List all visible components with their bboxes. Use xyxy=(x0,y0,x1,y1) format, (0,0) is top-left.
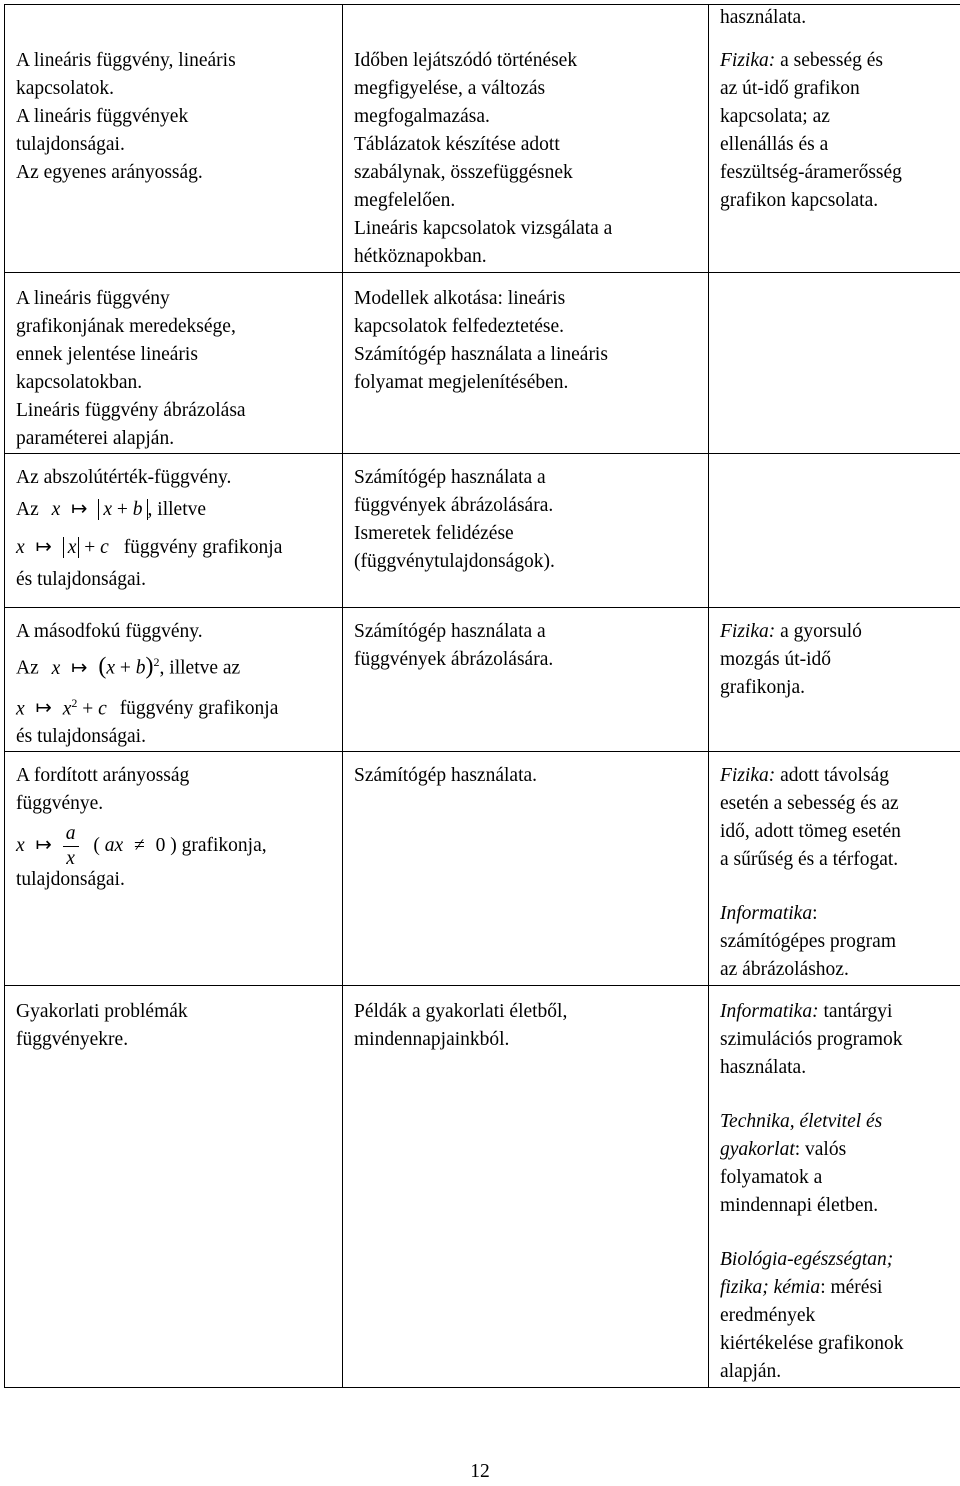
fraction xyxy=(63,822,79,871)
table-row xyxy=(5,986,960,1388)
text-line: Időben lejátszódó történések xyxy=(354,47,700,75)
text-line: Gyakorlati problémák xyxy=(16,998,334,1026)
mapsto-symbol: ↦ xyxy=(36,835,52,856)
link-cell xyxy=(709,608,960,752)
spacer xyxy=(720,1082,952,1108)
text-line xyxy=(720,1274,952,1302)
text-line: A fordított arányosság xyxy=(16,762,334,790)
plus-symbol: + xyxy=(82,698,93,719)
subject-label: fizika; kémia xyxy=(720,1277,820,1298)
link-cell xyxy=(709,454,960,608)
text-line: Számítógép használata. xyxy=(354,762,700,790)
text-line: Példák a gyakorlati életből, xyxy=(354,998,700,1026)
text-line: folyamat megjelenítésében. xyxy=(354,369,700,397)
text-fragment: Az xyxy=(16,658,39,679)
mapsto-symbol: ↦ xyxy=(36,537,52,558)
math-var: x xyxy=(16,698,25,719)
text-line: tulajdonságai. xyxy=(16,866,334,894)
formula-line xyxy=(16,689,334,724)
text-fragment: a gyorsuló xyxy=(775,621,862,642)
paren-left: ( xyxy=(98,654,106,680)
text-fragment: a sebesség és xyxy=(775,50,883,71)
text-line xyxy=(720,1136,952,1164)
text-line: Lineáris függvény ábrázolása xyxy=(16,397,334,425)
text-line: Táblázatok készítése adott xyxy=(354,131,700,159)
activity-cell xyxy=(343,454,709,608)
activity-cell xyxy=(343,273,709,454)
text-line: hétköznapokban. xyxy=(354,243,700,271)
math-var: x xyxy=(106,658,115,679)
math-number: 0 xyxy=(156,835,166,856)
topic-cell xyxy=(5,5,343,273)
text-line: és tulajdonságai. xyxy=(16,723,334,751)
subject-label: Technika, életvitel és xyxy=(720,1108,952,1136)
text-line: ennek jelentése lineáris xyxy=(16,341,334,369)
text-line: az út-idő grafikon xyxy=(720,75,952,103)
paren-right: ) xyxy=(146,654,154,680)
subject-label: Informatika: xyxy=(720,1001,819,1022)
math-var: c xyxy=(100,537,109,558)
neq-symbol: ≠ xyxy=(134,835,145,856)
text-line: függvényekre. xyxy=(16,1026,334,1054)
text-fragment: Az xyxy=(16,499,39,520)
text-line: A lineáris függvény xyxy=(16,285,334,313)
topic-cell xyxy=(5,986,343,1388)
text-line: A lineáris függvények xyxy=(16,103,334,131)
text-line: ellenállás és a xyxy=(720,131,952,159)
page-number: 12 xyxy=(0,1458,960,1486)
text-fragment: : valós xyxy=(795,1139,846,1160)
text-line: tulajdonságai. xyxy=(16,131,334,159)
math-var: ax xyxy=(105,835,123,856)
topic-cell xyxy=(5,752,343,986)
subject-label: Fizika: xyxy=(720,621,775,642)
text-fragment: , illetve az xyxy=(160,658,241,679)
text-line: Lineáris kapcsolatok vizsgálata a xyxy=(354,215,700,243)
text-line: számítógépes program xyxy=(720,928,952,956)
text-line: kapcsolatok felfedeztetése. xyxy=(354,313,700,341)
text-fragment: függvény grafikonja xyxy=(120,698,279,719)
text-line: Számítógép használata a xyxy=(354,618,700,646)
activity-cell xyxy=(343,608,709,752)
text-fragment: : xyxy=(812,903,817,924)
activity-cell xyxy=(343,986,709,1388)
text-line: Ismeretek felidézése xyxy=(354,520,700,548)
text-line: A másodfokú függvény. xyxy=(16,618,334,646)
text-line: alapján. xyxy=(720,1358,952,1386)
text-line: Az abszolútérték-függvény. xyxy=(16,464,334,492)
text-line: mozgás út-idő xyxy=(720,646,952,674)
text-line xyxy=(720,900,952,928)
text-line xyxy=(720,47,952,75)
text-line: kapcsolata; az xyxy=(720,103,952,131)
text-line: eredmények xyxy=(720,1302,952,1330)
link-cell xyxy=(709,273,960,454)
text-line: Számítógép használata a xyxy=(354,464,700,492)
spacer xyxy=(720,1220,952,1246)
subject-label: Fizika: xyxy=(720,765,775,786)
text-line: megfogalmazása. xyxy=(354,103,700,131)
formula-line xyxy=(16,648,334,683)
text-line: a sűrűség és a térfogat. xyxy=(720,846,952,874)
text-line xyxy=(720,618,952,646)
text-line: megfigyelése, a változás xyxy=(354,75,700,103)
table-row xyxy=(5,608,960,752)
activity-cell xyxy=(343,752,709,986)
activity-cell xyxy=(343,5,709,273)
exponent: 2 xyxy=(71,696,77,710)
paren-left: ( xyxy=(93,835,100,856)
subject-label: Informatika xyxy=(720,903,812,924)
text-fragment: ) grafikonja, xyxy=(170,835,266,856)
mapsto-symbol: ↦ xyxy=(36,698,52,719)
fraction-numerator: a xyxy=(63,822,79,847)
carryover-text: használata. xyxy=(720,5,806,31)
text-line xyxy=(720,998,952,1026)
text-line: kapcsolatokban. xyxy=(16,369,334,397)
text-line: függvénye. xyxy=(16,790,334,818)
text-line: mindennapjainkból. xyxy=(354,1026,700,1054)
text-line: paraméterei alapján. xyxy=(16,425,334,453)
text-line: az ábrázoláshoz. xyxy=(720,956,952,984)
formula-line xyxy=(16,496,334,524)
math-var: x xyxy=(16,835,25,856)
text-line: szimulációs programok xyxy=(720,1026,952,1054)
text-fragment: függvény grafikonja xyxy=(124,537,283,558)
plus-symbol: + xyxy=(84,537,95,558)
text-line: mindennapi életben. xyxy=(720,1192,952,1220)
text-line: folyamatok a xyxy=(720,1164,952,1192)
absolute-value xyxy=(63,537,80,558)
text-line: kiértékelése grafikonok xyxy=(720,1330,952,1358)
text-line: szabálynak, összefüggésnek xyxy=(354,159,700,187)
text-line xyxy=(720,762,952,790)
math-var: x xyxy=(52,658,61,679)
subject-label: Fizika: xyxy=(720,50,775,71)
table-row xyxy=(5,273,960,454)
link-cell xyxy=(709,752,960,986)
topic-cell xyxy=(5,608,343,752)
math-var: c xyxy=(98,698,107,719)
spacer xyxy=(720,874,952,900)
exponent: 2 xyxy=(154,655,160,669)
math-var: x xyxy=(68,537,77,558)
topic-cell xyxy=(5,273,343,454)
math-var: b xyxy=(136,658,146,679)
text-line: idő, adott tömeg esetén xyxy=(720,818,952,846)
plus-symbol: + xyxy=(117,499,128,520)
mapsto-symbol: ↦ xyxy=(71,658,87,679)
text-line: Modellek alkotása: lineáris xyxy=(354,285,700,313)
text-line: függvények ábrázolására. xyxy=(354,646,700,674)
text-line: és tulajdonságai. xyxy=(16,566,334,594)
text-line: megfelelően. xyxy=(354,187,700,215)
text-line: (függvénytulajdonságok). xyxy=(354,548,700,576)
plus-symbol: + xyxy=(120,658,131,679)
text-line: grafikon kapcsolata. xyxy=(720,187,952,215)
math-var: x xyxy=(63,698,72,719)
text-line: grafikonja. xyxy=(720,674,952,702)
text-fragment: : mérési xyxy=(820,1277,882,1298)
link-cell xyxy=(709,986,960,1388)
formula-line xyxy=(16,820,334,872)
text-line: esetén a sebesség és az xyxy=(720,790,952,818)
text-line: Számítógép használata a lineáris xyxy=(354,341,700,369)
text-line: A lineáris függvény, lineáris xyxy=(16,47,334,75)
text-line: függvények ábrázolására. xyxy=(354,492,700,520)
mapsto-symbol: ↦ xyxy=(71,499,87,520)
formula-line xyxy=(16,534,334,562)
link-cell xyxy=(709,5,960,273)
text-fragment: tantárgyi xyxy=(819,1001,893,1022)
table-row xyxy=(5,5,960,273)
math-var: x xyxy=(103,499,112,520)
text-line: kapcsolatok. xyxy=(16,75,334,103)
text-line: Az egyenes arányosság. xyxy=(16,159,334,187)
text-fragment: adott távolság xyxy=(775,765,889,786)
math-var: b xyxy=(133,499,143,520)
text-line: grafikonjának meredeksége, xyxy=(16,313,334,341)
text-line: használata. xyxy=(720,1054,952,1082)
subject-label: gyakorlat xyxy=(720,1139,795,1160)
table-row xyxy=(5,752,960,986)
curriculum-table xyxy=(4,4,960,1388)
math-var: x xyxy=(16,537,25,558)
math-var: x xyxy=(52,499,61,520)
topic-cell xyxy=(5,454,343,608)
text-line: feszültség-áramerősség xyxy=(720,159,952,187)
table-row xyxy=(5,454,960,608)
absolute-value xyxy=(98,499,147,520)
subject-label: Biológia-egészségtan; xyxy=(720,1246,952,1274)
text-fragment: , illetve xyxy=(148,499,206,520)
fraction-denominator: x xyxy=(63,847,79,871)
